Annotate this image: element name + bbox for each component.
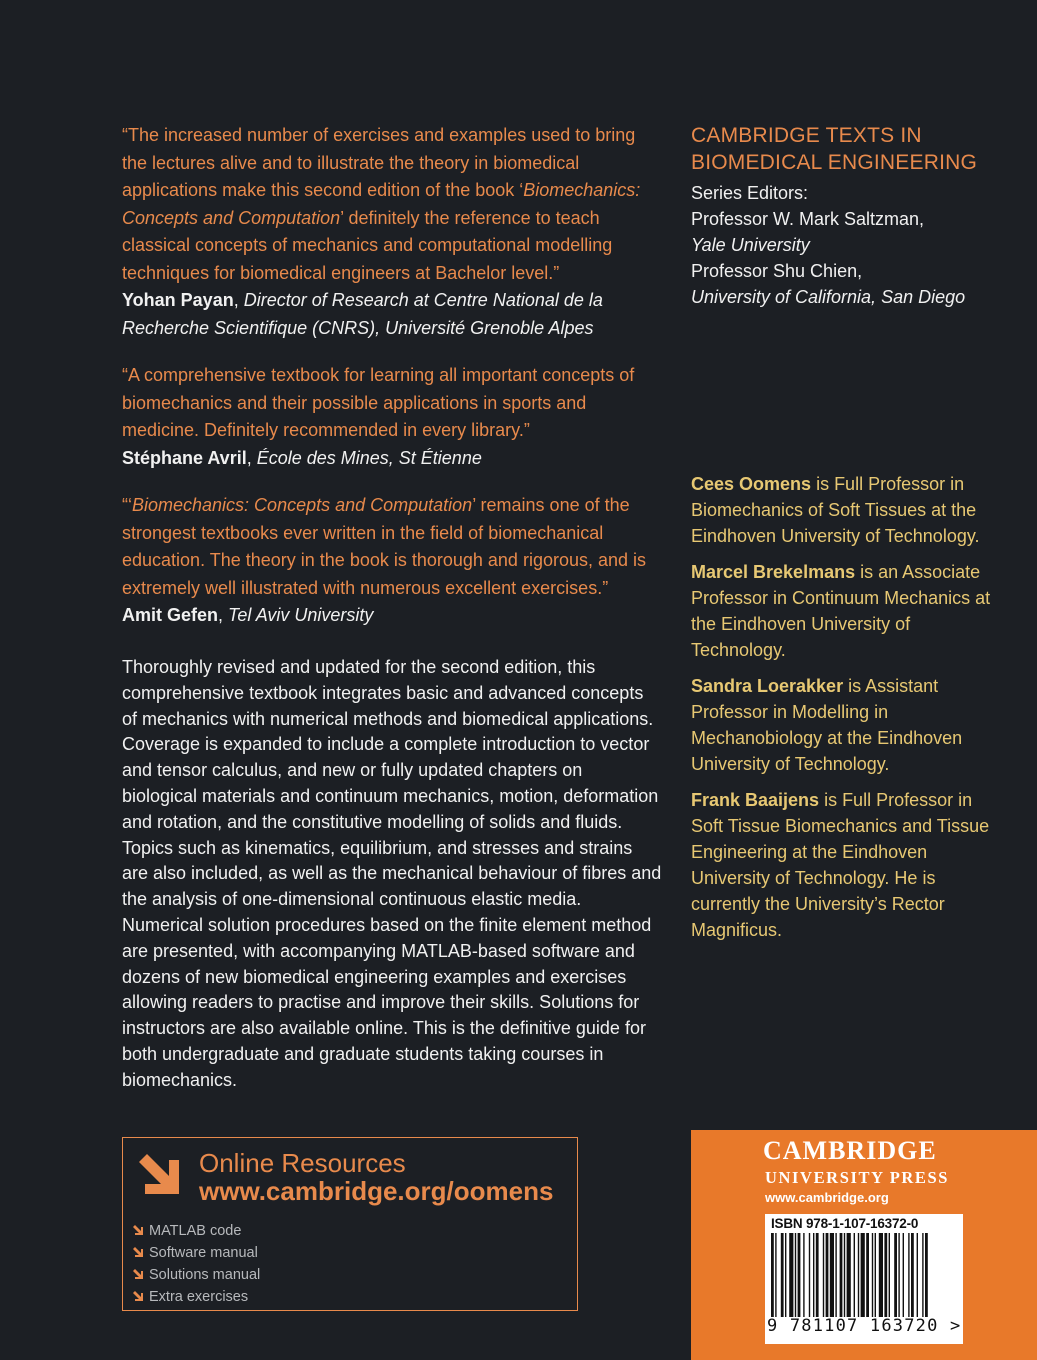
- publisher-logo-line2: UNIVERSITY PRESS: [765, 1168, 950, 1187]
- book-description: Thoroughly revised and updated for the second edition, this comprehensive textbook integrates basic and advanced concepts of mechanics with numerical methods and biomedical applications. Coverage is expanded to include a complete introduction to vector and tensor calculus, and new or fully updated chapters on biological materials and continuum mechanics, motion, deformation and rotation, and the constitutive modelling of solids and fluids. Topics such as kinematics, equilibrium, and stresses and strains are also included, as well as the mechanical behaviour of fibres and the analysis of one-dimensional continuous elastic media. Numerical solution procedures based on the finite element method are presented, with accompanying MATLAB-based software and dozens of new biomedical engineering examples and exercises allowing readers to practise and improve their skills. Solutions for instructors are also available online. This is the definitive guide for both undergraduate and graduate students taking courses in biomechanics.: [122, 657, 662, 1090]
- author-description: is Full Professor in Biomechanics of Soft Tissues at the Eindhoven University of Technology.: [691, 474, 980, 546]
- resource-label: Extra exercises: [149, 1289, 249, 1305]
- list-item: [133, 1242, 260, 1264]
- series-title-line1: CAMBRIDGE TEXTS IN: [691, 124, 922, 147]
- endorsements: [122, 122, 662, 650]
- quote-text: “A comprehensive textbook for learning all important concepts of biomechanics and their possible applications in sports and medicine. Definitely recommended in every library.”: [122, 365, 635, 440]
- online-resources-box: [122, 1137, 578, 1311]
- author-bio: [691, 559, 991, 663]
- barcode-digits: 9 781107 163720 >: [767, 1316, 962, 1336]
- isbn-barcode: [765, 1214, 963, 1344]
- endorser-affiliation: Director of Research at Centre National de la Recherche Scientifique (CNRS), Université Grenoble Alpes: [122, 290, 603, 338]
- publisher-logo-line1: CAMBRIDGE: [763, 1136, 937, 1165]
- arrow-down-right-icon: [133, 1247, 145, 1259]
- endorser-affiliation: École des Mines, St Étienne: [256, 447, 482, 468]
- series-editors-label: Series Editors:: [691, 183, 809, 203]
- editor-affiliation: Yale University: [691, 235, 810, 255]
- list-item: [133, 1264, 260, 1286]
- resource-label: Software manual: [149, 1245, 258, 1261]
- quote-text: “‘: [122, 495, 132, 515]
- publisher-website: www.cambridge.org: [765, 1190, 889, 1205]
- author-description: is Assistant Professor in Modelling in Mechanobiology at the Eindhoven University of Technology.: [691, 676, 963, 774]
- editor-name: Professor W. Mark Saltzman,: [691, 209, 925, 229]
- editor-name: Professor Shu Chien,: [691, 261, 863, 281]
- endorser-affiliation: Tel Aviv University: [228, 605, 374, 625]
- author-bio: [691, 673, 991, 777]
- arrow-down-right-icon: [133, 1291, 145, 1303]
- author-bios: [691, 471, 991, 953]
- resource-list: [133, 1220, 260, 1308]
- list-item: [133, 1286, 260, 1308]
- author-name: Frank Baaijens: [691, 790, 820, 810]
- author-name: Marcel Brekelmans: [691, 562, 856, 582]
- barcode-bars: [771, 1233, 957, 1317]
- author-description: is an Associate Professor in Continuum Mechanics at the Eindhoven University of Technology.: [691, 562, 991, 660]
- author-bio: [691, 471, 991, 549]
- author-name: Cees Oomens: [691, 474, 812, 494]
- endorser-name: Yohan Payan: [122, 290, 234, 310]
- online-resources-heading: Online Resources: [199, 1148, 406, 1178]
- isbn-text: ISBN 978-1-107-16372-0: [771, 1216, 919, 1231]
- quote-text: “The increased number of exercises and examples used to bring the lectures alive and to illustrate the theory in biomedical applications make this second edition of the book ‘: [122, 125, 636, 200]
- endorser-name: Amit Gefen: [122, 605, 219, 625]
- editor-affiliation: University of California, San Diego: [691, 287, 966, 307]
- endorsement-2: “A comprehensive textbook for learning all important concepts of biomechanics and their possible applications in sports and medicine. Definitely recommended in every library.” Stéphane Avril, École des Mines, St Étienne: [122, 365, 635, 468]
- book-title: Biomechanics: Concepts and Computation: [132, 495, 473, 515]
- endorser-name: Stéphane Avril: [122, 447, 247, 468]
- list-item: [133, 1220, 260, 1242]
- arrow-down-right-icon: [133, 1269, 145, 1281]
- series-title-line2: BIOMEDICAL ENGINEERING: [691, 151, 978, 174]
- author-description: is Full Professor in Soft Tissue Biomechanics and Tissue Engineering at the Eindhoven University of Technology. He is currently the University’s Rector Magnificus.: [691, 790, 990, 940]
- endorsement-1: “The increased number of exercises and examples used to bring the lectures alive and to illustrate the theory in biomedical applications make this second edition of the book ‘Biomechanics: Concepts and Computation’ definitely the reference to teach classical concepts of mechanics and computational modelling techniques for biomedical engineers at Bachelor level.” Yohan Payan, Director of Research at Centre National de la Recherche Scientifique (CNRS), Université Grenoble Alpes: [122, 125, 641, 338]
- quote-text: ’ definitely the reference to teach classical concepts of mechanics and computational modelling techniques for biomedical engineers at Bachelor level.”: [122, 207, 613, 283]
- arrow-down-right-icon: [135, 1150, 187, 1202]
- author-bio: [691, 787, 991, 943]
- online-resources-url[interactable]: www.cambridge.org/oomens: [199, 1176, 554, 1206]
- resource-label: MATLAB code: [149, 1223, 242, 1239]
- resource-label: Solutions manual: [149, 1267, 261, 1283]
- publisher-block: [691, 1130, 1037, 1360]
- endorsement-3: “‘Biomechanics: Concepts and Computation’ remains one of the strongest textbooks ever written in the field of biomechanical education. The theory in the book is thorough and rigorous, and is extremely well illustrated with numerous excellent exercises.” Amit Gefen, Tel Aviv University: [122, 495, 647, 625]
- book-title: Biomechanics: Concepts and Computation: [122, 180, 641, 228]
- series-info: [691, 122, 1011, 310]
- author-name: Sandra Loerakker: [691, 676, 844, 696]
- quote-text: ’ remains one of the strongest textbooks ever written in the field of biomechanical education. The theory in the book is thorough and rigorous, and is extremely well illustrated with numerous excellent exercises.”: [122, 495, 647, 598]
- arrow-down-right-icon: [133, 1225, 145, 1237]
